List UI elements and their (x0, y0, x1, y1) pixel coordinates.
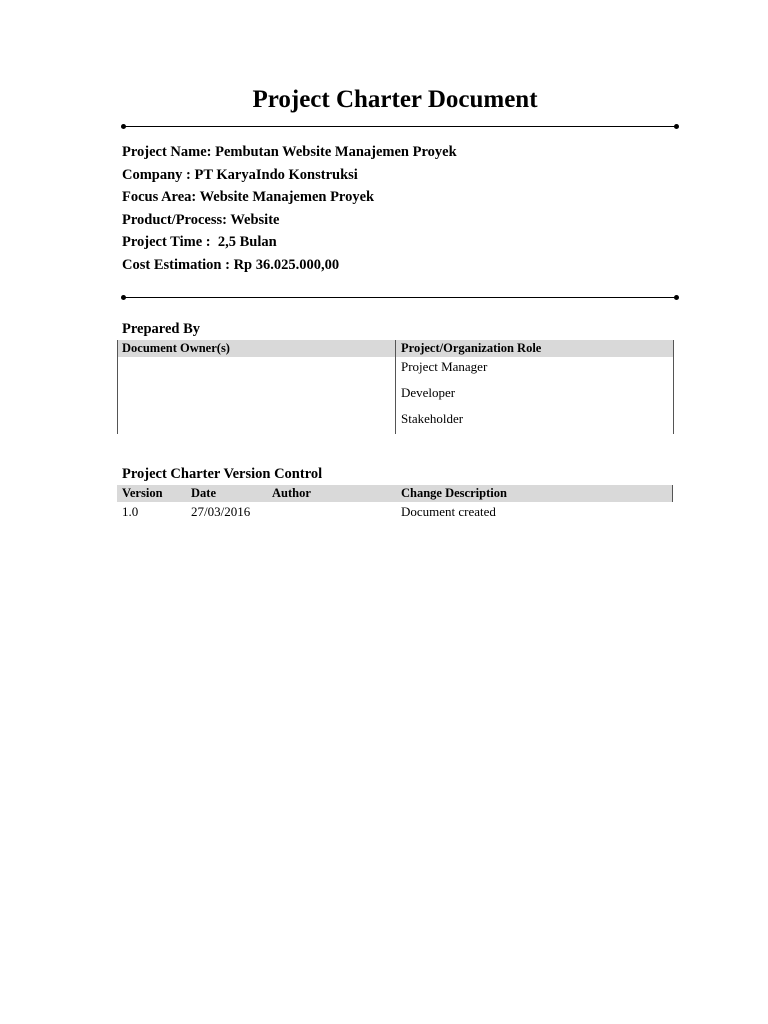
divider-endpoint (674, 295, 679, 300)
project-info (122, 142, 457, 278)
divider-endpoint (121, 124, 126, 129)
role-item: Stakeholder (401, 411, 464, 426)
product-process: Product/Process: Website (122, 211, 280, 228)
table-border (673, 340, 674, 434)
focus-area: Focus Area: Website Manajemen Proyek (122, 189, 375, 206)
date-cell: 27/03/2016 (191, 504, 251, 519)
divider-bottom (123, 297, 677, 298)
column-header-change-description: Change Description (401, 486, 507, 500)
column-header-role: Project/Organization Role (401, 341, 542, 355)
divider-endpoint (674, 124, 679, 129)
prepared-by-heading: Prepared By (122, 321, 201, 337)
divider-top (123, 126, 677, 127)
table-border (395, 340, 396, 434)
column-header-version: Version (122, 486, 163, 500)
project-name: Project Name: Pembutan Website Manajemen Proyek (122, 144, 457, 160)
role-item: Project Manager (401, 359, 488, 374)
project-time: Project Time : 2,5 Bulan (122, 234, 277, 251)
owner-table-body (117, 357, 673, 434)
company: Company : PT KaryaIndo Konstruksi (122, 166, 358, 183)
table-border (117, 340, 118, 434)
column-header-document-owners: Document Owner(s) (122, 341, 230, 355)
document-title: Project Charter Document (252, 86, 538, 113)
column-header-author: Author (272, 486, 311, 500)
version-control-heading: Project Charter Version Control (122, 466, 323, 482)
table-border (672, 485, 673, 502)
change-description-cell: Document created (401, 504, 496, 519)
table-row (117, 504, 673, 521)
version-table-header (117, 485, 673, 502)
column-header-date: Date (191, 486, 216, 500)
cost-estimation: Cost Estimation : Rp 36.025.000,00 (122, 256, 340, 273)
role-item: Developer (401, 385, 456, 400)
divider-endpoint (121, 295, 126, 300)
version-cell: 1.0 (122, 504, 139, 519)
